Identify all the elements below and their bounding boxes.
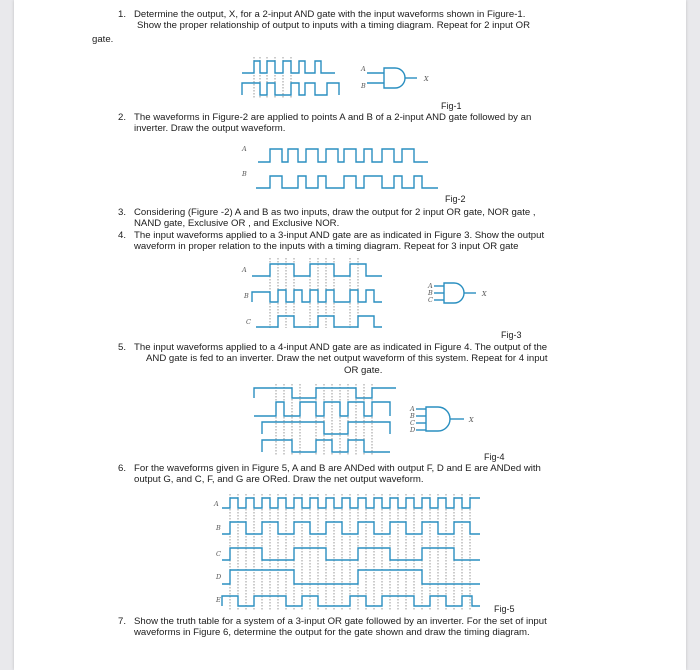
fig1-input-a-label: A (361, 65, 366, 73)
fig4-waveform-d (262, 440, 390, 452)
fig1-input-b-label: B (361, 82, 366, 90)
question-text-line: Show the truth table for a system of a 3-input OR gate followed by an inverter. For the set of input (134, 616, 547, 627)
question-number: 6. (118, 463, 127, 474)
figure-4-diagram (250, 384, 490, 456)
fig3-gate-input-a: A (428, 282, 433, 290)
question-text-line: waveform in proper relation to the inputs with a timing diagram. Repeat for 3 input OR gate (134, 241, 519, 253)
fig5-signal-d-label: D (216, 573, 222, 581)
figure-1-label: Fig-1 (441, 101, 462, 111)
figure-3-diagram (232, 258, 502, 328)
fig4-waveform-a (254, 388, 396, 398)
fig5-signal-b-label: B (216, 524, 221, 532)
fig3-gate-input-c: C (428, 296, 433, 304)
fig1-and-gate (384, 68, 405, 88)
fig3-gate-input-b: B (428, 289, 433, 297)
fig2-waveform-a (258, 149, 428, 162)
figure-3-label: Fig-3 (501, 330, 522, 340)
fig5-waveform-c (222, 548, 480, 560)
fig5-grid (230, 494, 470, 610)
fig3-signal-c-label: C (246, 318, 251, 326)
question-1-overflow: gate. (92, 34, 114, 45)
fig3-waveform-c (256, 316, 382, 327)
fig5-waveform-b (222, 522, 480, 534)
fig3-signal-b-label: B (244, 292, 249, 300)
question-text-line: waveforms in Figure 6, determine the output for the gate shown and draw the timing diagram. (134, 627, 530, 639)
fig4-gate-input-a: A (410, 405, 415, 413)
question-number: 5. (118, 342, 127, 353)
fig4-gate-input-b: B (410, 412, 415, 420)
fig4-waveform-b (254, 402, 390, 416)
question-text-line: Considering (Figure -2) A and B as two inputs, draw the output for 2 input OR gate, NOR gate , (134, 207, 536, 218)
question-text-line: The input waveforms applied to a 3-input AND gate are as indicated in Figure 3. Show the output (134, 230, 545, 241)
fig4-gate-input-d: D (410, 426, 416, 434)
figure-2-diagram (242, 142, 452, 192)
question-number: 2. (118, 112, 127, 123)
question-text-line: NAND gate, Exclusive OR , and Exclusive NOR. (134, 218, 340, 230)
fig5-waveform-d (222, 570, 480, 584)
fig3-waveform-b (252, 290, 382, 302)
figure-2-label: Fig-2 (445, 194, 466, 204)
fig3-output-label: X (482, 290, 487, 298)
fig4-gate-input-c: C (410, 419, 415, 427)
fig1-waveform-b (242, 83, 339, 95)
question-text-line: Determine the output, X, for a 2-input AND gate with the input waveforms shown in Figure-1. (134, 9, 526, 20)
fig5-signal-c-label: C (216, 550, 221, 558)
fig5-waveform-a (222, 498, 480, 508)
fig3-waveform-a (252, 264, 382, 276)
fig2-signal-b-label: B (242, 170, 247, 178)
fig5-waveform-e (222, 596, 480, 606)
fig4-waveform-c (262, 422, 390, 434)
figure-4-label: Fig-4 (484, 452, 505, 462)
document-page (14, 0, 686, 670)
fig4-and-gate (426, 407, 450, 431)
fig1-output-label: X (424, 75, 429, 83)
question-number: 1. (118, 9, 127, 20)
figure-5-label: Fig-5 (494, 604, 515, 614)
fig3-signal-a-label: A (242, 266, 247, 274)
question-text-line: Show the proper relationship of output to inputs with a timing diagram. Repeat for 2 input OR (137, 20, 531, 32)
fig5-signal-e-label: E (216, 596, 221, 604)
fig4-grid (276, 384, 372, 456)
fig1-waveform-a (242, 61, 335, 73)
question-number: 3. (118, 207, 127, 218)
question-text-line: inverter. Draw the output waveform. (134, 123, 286, 135)
fig4-output-label: X (469, 416, 474, 424)
question-text-line: For the waveforms given in Figure 5, A and B are ANDed with output F, D and E are ANDed with (134, 463, 541, 474)
question-text-line: AND gate is fed to an inverter. Draw the net output waveform of this system. Repeat for 4 input (146, 353, 548, 365)
figure-1-diagram (239, 57, 439, 99)
fig3-and-gate (444, 283, 464, 303)
fig2-signal-a-label: A (242, 145, 247, 153)
fig2-waveform-b (256, 176, 438, 188)
fig3-grid (270, 258, 358, 328)
question-text-line: The waveforms in Figure-2 are applied to points A and B of a 2-input AND gate followed by an (134, 112, 532, 123)
question-text-line: OR gate. (344, 364, 383, 376)
figure-5-diagram (210, 494, 490, 610)
question-number: 7. (118, 616, 127, 627)
fig5-signal-a-label: A (214, 500, 219, 508)
question-text-line: The input waveforms applied to a 4-input AND gate are as indicated in Figure 4. The output of the (134, 342, 548, 353)
question-text-line: output G, and C, F, and G are ORed. Draw the net output waveform. (134, 474, 424, 486)
question-number: 4. (118, 230, 127, 241)
